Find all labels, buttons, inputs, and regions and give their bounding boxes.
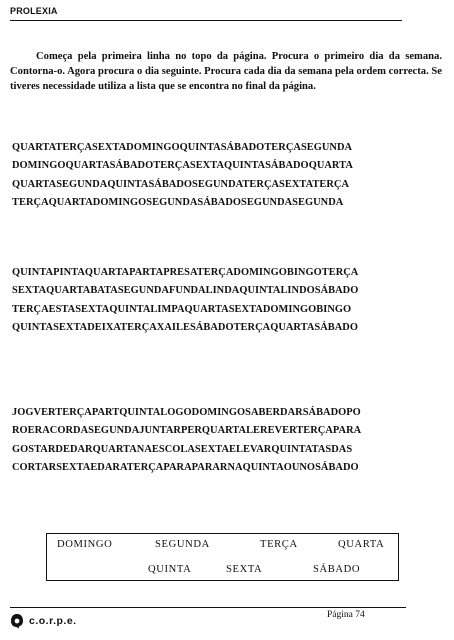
letter-grid-line: TERÇAQUARTADOMINGOSEGUNDASÁBADOSEGUNDASEGUNDA (12, 197, 344, 209)
header-title: PROLEXIA (10, 6, 58, 16)
letter-grid-line: QUARTASEGUNDAQUINTASÁBADOSEGUNDATERÇASEXTATERÇA (12, 178, 350, 190)
instructions-paragraph: Começa pela primeira linha no topo da página. Procura o primeiro dia da semana. Contorna-o. Agora procura o dia seguinte. Procura cada dia da semana pela ordem correcta. Se tiveres necessidade utiliza a lista que se encontra no final da página. (10, 50, 442, 92)
letter-grid-line: CORTARSEXTAEDARATERÇAPARAPARARNAQUINTAOUNOSÁBADO (12, 462, 359, 474)
letter-grid-line: JOGVERTERÇAPARTQUINTALOGODOMINGOSABERDARSÁBADOPO (12, 407, 361, 418)
corpe-logo-text: c.o.r.p.e. (29, 615, 77, 627)
day-domingo: DOMINGO (57, 539, 113, 550)
days-reference-box (46, 533, 399, 581)
day-terca: TERÇA (260, 539, 298, 550)
page-header (10, 4, 402, 21)
letter-grid-line: QUINTASEXTADEIXATERÇAXAILESÁBADOTERÇAQUARTASÁBADO (12, 322, 358, 334)
letter-grid-line: GOSTARDEDARQUARTANAESCOLASEXTAELEVARQUINTATASDAS (12, 443, 353, 455)
footer-rule (10, 607, 406, 608)
letter-grid-block-1 (12, 139, 442, 213)
letter-grid-line: SEXTAQUARTABATASEGUNDAFUNDALINDAQUINTALINDOSÁBADO (12, 285, 359, 297)
day-quarta: QUARTA (338, 539, 385, 550)
page-number: Página 74 (327, 610, 365, 620)
day-sexta: SEXTA (226, 564, 263, 575)
letter-grid-block-3 (12, 404, 442, 478)
day-quinta: QUINTA (148, 564, 192, 575)
letter-grid-line: DOMINGOQUARTASÁBADOTERÇASEXTAQUINTASÁBADOQUARTA (12, 160, 353, 172)
corpe-logo-icon (10, 613, 24, 629)
letter-grid-line: QUARTATERÇASEXTADOMINGOQUINTASÁBADOTERÇASEGUNDA (12, 142, 353, 153)
letter-grid-line: QUINTAPINTAQUARTAPARTAPRESATERÇADOMINGOBINGOTERÇA (12, 267, 359, 278)
letter-grid-block-2 (12, 264, 442, 338)
letter-grid-line: ROERACORDASEGUNDAJUNTARPERQUARTALEREVERTERÇAPARA (12, 425, 362, 437)
day-segunda: SEGUNDA (155, 539, 210, 550)
corpe-logo (10, 612, 77, 630)
letter-grid-line: TERÇAESTASEXTAQUINTALIMPAQUARTASEXTADOMINGOBINGO (12, 303, 352, 315)
day-sabado: SÁBADO (313, 564, 361, 575)
